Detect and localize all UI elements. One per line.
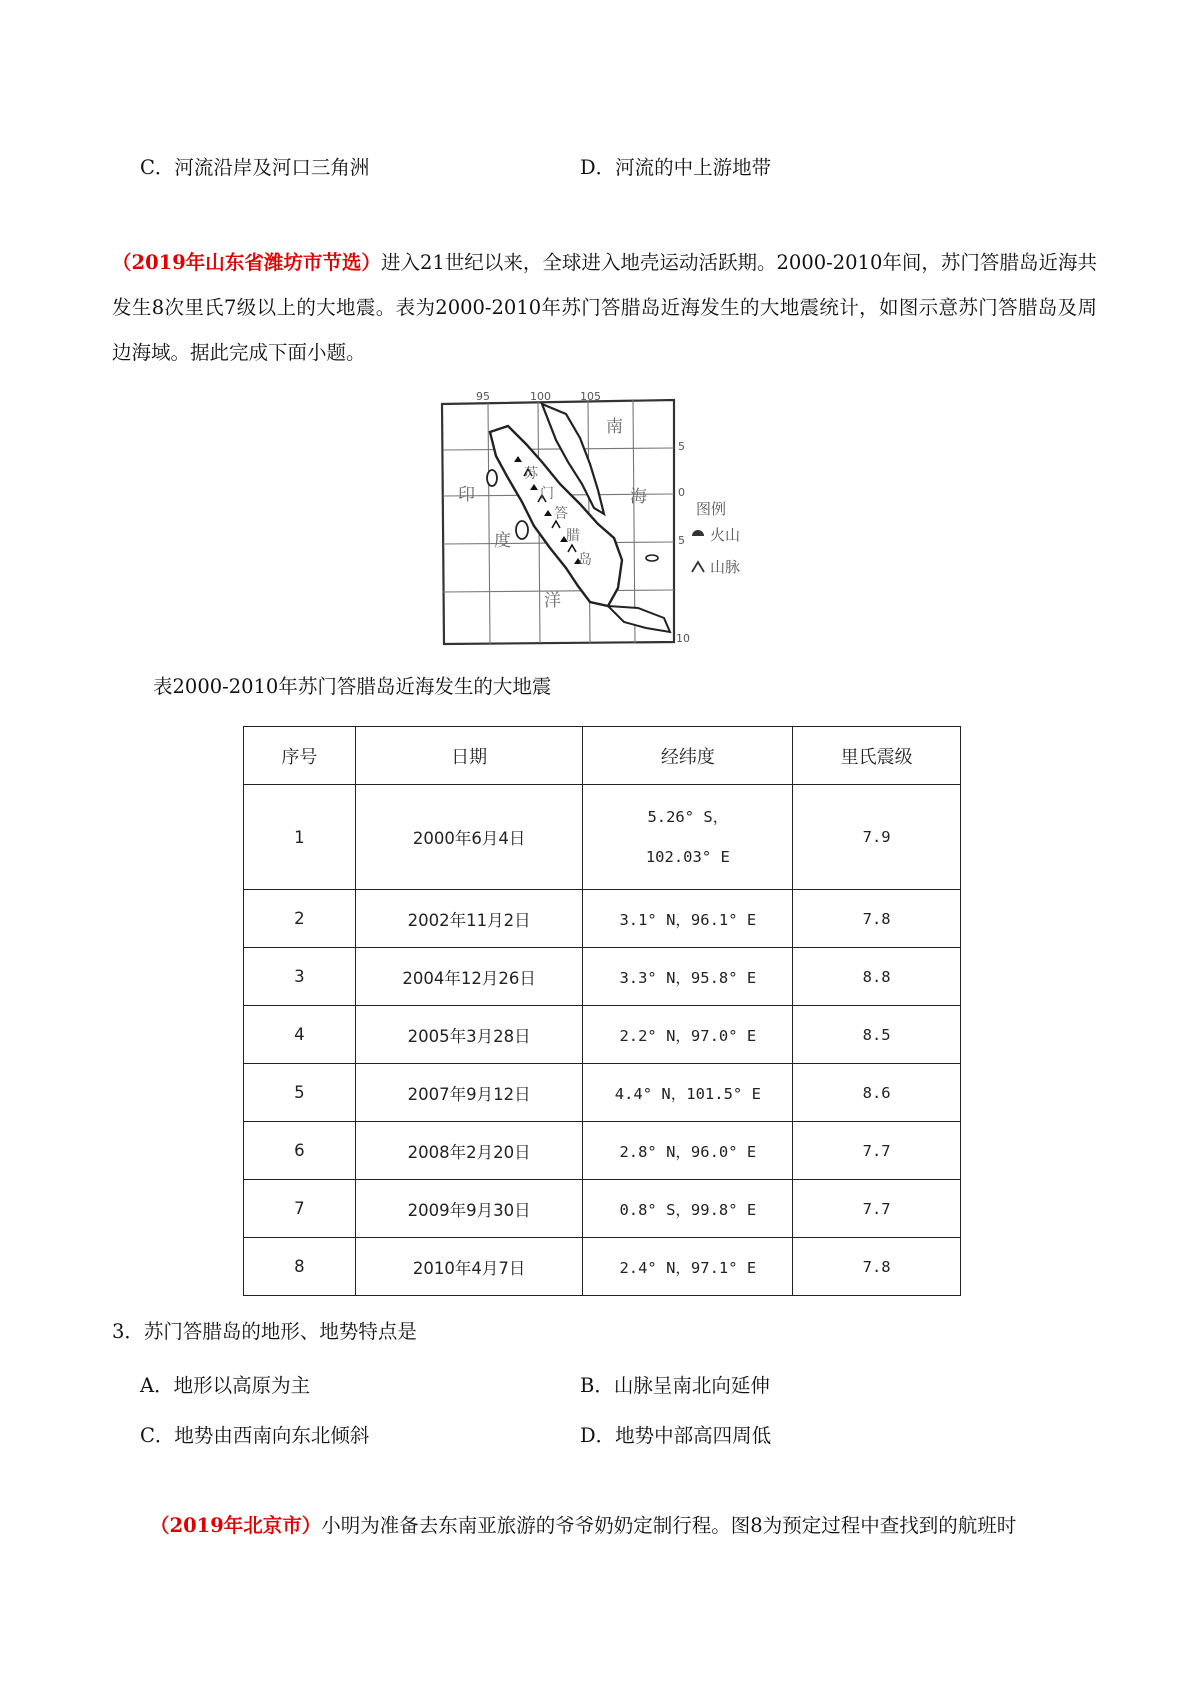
intro-paragraph xyxy=(112,240,1097,375)
table-row xyxy=(244,1064,961,1122)
table-row xyxy=(244,1180,961,1238)
lon-label: 95 xyxy=(476,392,490,403)
cell-no: 2 xyxy=(244,890,356,948)
header-magnitude: 里氏震级 xyxy=(793,727,961,785)
next-source: （2019年北京市） xyxy=(150,1514,322,1537)
cell-date: 2000年6月4日 xyxy=(355,785,583,890)
cell-magnitude: 8.6 xyxy=(793,1064,961,1122)
cell-magnitude: 7.8 xyxy=(793,890,961,948)
lat-label: 10 xyxy=(676,632,690,645)
cell-magnitude: 7.8 xyxy=(793,1238,961,1296)
lon-label: 100 xyxy=(530,392,551,403)
cell-coord: 3.1° N，96.1° E xyxy=(583,890,793,948)
cell-no: 4 xyxy=(244,1006,356,1064)
table-header-row xyxy=(244,727,961,785)
legend-mountain: 山脉 xyxy=(710,558,741,576)
cell-date: 2008年2月20日 xyxy=(355,1122,583,1180)
map-label-yang: 洋 xyxy=(544,591,561,611)
cell-no: 7 xyxy=(244,1180,356,1238)
table-row xyxy=(244,1122,961,1180)
table-caption: 表2000-2010年苏门答腊岛近海发生的大地震 xyxy=(153,675,552,698)
table-row xyxy=(244,890,961,948)
sumatra-map xyxy=(438,392,786,650)
cell-coord: 2.2° N，97.0° E xyxy=(583,1006,793,1064)
cell-no: 3 xyxy=(244,948,356,1006)
lat-label: 5 xyxy=(678,534,685,547)
next-passage xyxy=(150,1512,1016,1540)
cell-coord: 4.4° N，101.5° E xyxy=(583,1064,793,1122)
map-label-yin: 印 xyxy=(458,485,475,505)
mountain-icon xyxy=(692,562,704,572)
map-label-men: 门 xyxy=(540,486,554,502)
cell-no: 5 xyxy=(244,1064,356,1122)
earthquake-table xyxy=(243,726,961,1296)
table-row xyxy=(244,1238,961,1296)
cell-coord xyxy=(583,785,793,890)
cell-magnitude: 8.8 xyxy=(793,948,961,1006)
legend-volcano: 火山 xyxy=(710,526,741,544)
cell-no: 8 xyxy=(244,1238,356,1296)
header-coord: 经纬度 xyxy=(583,727,793,785)
cell-date: 2002年11月2日 xyxy=(355,890,583,948)
lat-label: 0 xyxy=(678,486,685,499)
header-date: 日期 xyxy=(355,727,583,785)
cell-coord-line2: 102.03° E xyxy=(645,848,730,866)
table-row xyxy=(244,948,961,1006)
cell-coord: 2.8° N，96.0° E xyxy=(583,1122,793,1180)
header-no: 序号 xyxy=(244,727,356,785)
cell-date: 2007年9月12日 xyxy=(355,1064,583,1122)
cell-magnitude: 7.7 xyxy=(793,1122,961,1180)
volcano-icon xyxy=(692,530,704,536)
option-c-prev: C．河流沿岸及河口三角洲 xyxy=(140,156,370,179)
question-3-option-b: B．山脉呈南北向延伸 xyxy=(580,1374,770,1397)
cell-magnitude: 7.7 xyxy=(793,1180,961,1238)
table-row xyxy=(244,785,961,890)
cell-coord: 0.8° S，99.8° E xyxy=(583,1180,793,1238)
cell-coord: 2.4° N，97.1° E xyxy=(583,1238,793,1296)
cell-coord-line1: 5.26° S， xyxy=(647,808,729,826)
option-d-prev: D．河流的中上游地带 xyxy=(580,156,772,179)
table-row xyxy=(244,1006,961,1064)
map-label-hai: 海 xyxy=(630,487,647,507)
map-label-la: 腊 xyxy=(566,528,580,544)
cell-date: 2005年3月28日 xyxy=(355,1006,583,1064)
cell-coord: 3.3° N，95.8° E xyxy=(583,948,793,1006)
legend-title: 图例 xyxy=(696,500,727,518)
question-3-stem: 3．苏门答腊岛的地形、地势特点是 xyxy=(112,1320,417,1343)
next-text: 小明为准备去东南亚旅游的爷爷奶奶定制行程。图8为预定过程中查找到的航班时 xyxy=(321,1514,1017,1537)
cell-date: 2010年4月7日 xyxy=(355,1238,583,1296)
lat-label: 5 xyxy=(678,440,685,453)
cell-date: 2009年9月30日 xyxy=(355,1180,583,1238)
java-shape xyxy=(608,606,670,632)
cell-magnitude: 7.9 xyxy=(793,785,961,890)
cell-date: 2004年12月26日 xyxy=(355,948,583,1006)
map-label-da: 答 xyxy=(554,506,568,522)
question-3-option-d: D．地势中部高四周低 xyxy=(580,1424,772,1447)
cell-no: 6 xyxy=(244,1122,356,1180)
intro-source: （2019年山东省潍坊市节选） xyxy=(112,251,381,274)
map-label-du: 度 xyxy=(494,531,511,551)
intro-text: 进入21世纪以来，全球进入地壳运动活跃期。2000-2010年间，苏门答腊岛近海共发生8次里氏7级以上的大地震。表为2000-2010年苏门答腊岛近海发生的大地震统计，如图示意苏门答腊岛及周边海域。据此完成下面小题。 xyxy=(112,251,1097,364)
cell-no: 1 xyxy=(244,785,356,890)
cell-magnitude: 8.5 xyxy=(793,1006,961,1064)
map-label-su: 苏 xyxy=(524,466,538,482)
lon-label: 105 xyxy=(580,392,601,403)
question-3-option-a: A．地形以高原为主 xyxy=(140,1374,311,1397)
map-label-dao: 岛 xyxy=(578,552,592,568)
map-label-nan: 南 xyxy=(606,417,623,437)
question-3-option-c: C．地势由西南向东北倾斜 xyxy=(140,1424,370,1447)
